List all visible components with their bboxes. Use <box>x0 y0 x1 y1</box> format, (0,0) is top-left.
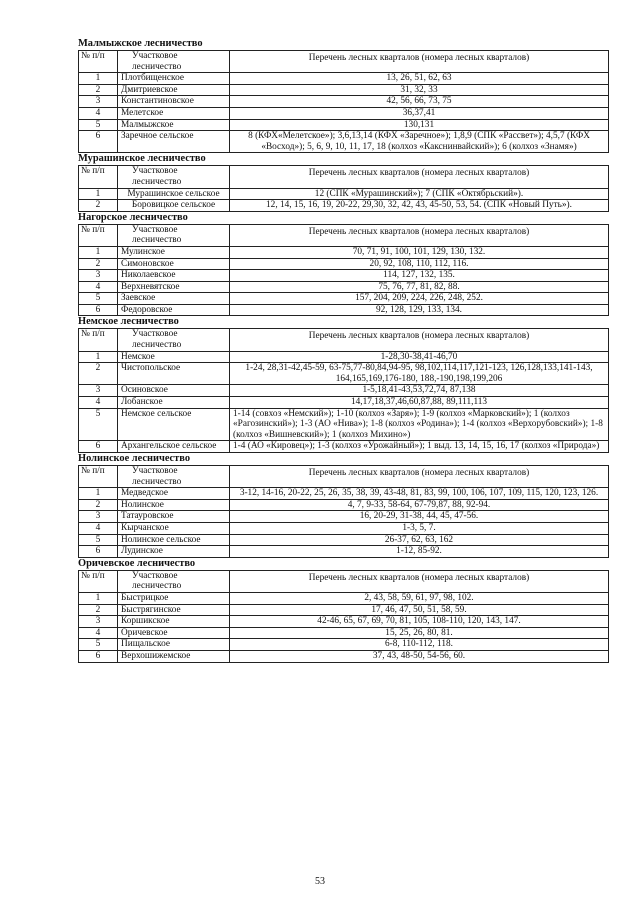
table-row <box>79 304 609 316</box>
row-number: 6 <box>79 441 118 453</box>
section-title: Мурашинское лесничество <box>78 153 206 165</box>
district-name: Оричевское <box>118 627 230 639</box>
district-name: Заречное сельское <box>118 131 230 153</box>
quarters-list: 1-4 (АО «Кировец»); 1-3 (колхоз «Урожайный»); 1 выд. 13, 14, 15, 16, 17 (колхоз «Природа») <box>230 441 609 453</box>
page-number: 53 <box>315 876 325 887</box>
header-district: Участковое лесничество <box>118 466 230 488</box>
section-title: Нолинское лесничество <box>78 453 191 464</box>
forest-quarters-table <box>78 570 609 663</box>
quarters-list: 14,17,18,37,46,60,87,88, 89,111,113 <box>230 397 609 409</box>
header-quarters: Перечень лесных кварталов (номера лесных кварталов) <box>230 570 609 592</box>
header-quarters: Перечень лесных кварталов (номера лесных кварталов) <box>230 466 609 488</box>
district-name: Мелетское <box>118 107 230 119</box>
district-name: Медведское <box>118 488 230 500</box>
table-row <box>79 616 609 628</box>
table-row <box>79 650 609 662</box>
table-row <box>79 351 609 363</box>
table-row <box>79 604 609 616</box>
table-row <box>79 131 609 153</box>
table-row <box>79 73 609 85</box>
row-number: 5 <box>79 293 118 305</box>
header-district: Участковое лесничество <box>118 51 230 73</box>
quarters-list: 16, 20-29, 31-38, 44, 45, 47-56. <box>230 511 609 523</box>
row-number: 2 <box>79 258 118 270</box>
forest-quarters-table <box>78 224 609 317</box>
row-number: 3 <box>79 96 118 108</box>
forest-quarters-table <box>78 465 609 558</box>
quarters-list: 31, 32, 33 <box>230 84 609 96</box>
table-row <box>79 385 609 397</box>
table-header-row <box>79 166 609 188</box>
quarters-list: 42-46, 65, 67, 69, 70, 81, 105, 108-110, 120, 143, 147. <box>230 616 609 628</box>
quarters-list: 4, 7, 9-33, 58-64, 67-79,87, 88, 92-94. <box>230 499 609 511</box>
district-name: Быстрицкое <box>118 592 230 604</box>
quarters-list: 1-24, 28,31-42,45-59, 63-75,77-80,84,94-95, 98,102,114,117,121-123, 126,128,133,141-143, 164,165,169,176-180, 188,-190,198,199,206 <box>230 363 609 385</box>
district-name: Пищальское <box>118 639 230 651</box>
table-row <box>79 522 609 534</box>
row-number: 2 <box>79 604 118 616</box>
table-row <box>79 188 609 200</box>
quarters-list: 70, 71, 91, 100, 101, 129, 130, 132. <box>230 246 609 258</box>
row-number: 1 <box>79 351 118 363</box>
row-number: 5 <box>79 639 118 651</box>
table-row <box>79 397 609 409</box>
district-name: Немское <box>118 351 230 363</box>
quarters-list: 8 (КФХ«Мелетское»); 3,6,13,14 (КФХ «Заречное»); 1,8,9 (СПК «Рассвет»); 4,5,7 (КФХ «Восход»); 5, 6, 9, 10, 11, 17, 18 (колхоз «Какснинвайский»); 6 (колхоз «Знамя») <box>230 131 609 153</box>
document-body <box>78 38 608 663</box>
table-row <box>79 441 609 453</box>
header-number: № п/п <box>79 570 118 592</box>
table-row <box>79 107 609 119</box>
section-title: Нагорское лесничество <box>78 211 188 223</box>
quarters-list: 26-37, 62, 63, 162 <box>230 534 609 546</box>
table-row <box>79 488 609 500</box>
table-row <box>79 546 609 558</box>
district-name: Быстрягинское <box>118 604 230 616</box>
table-header-row <box>79 329 609 351</box>
row-number: 1 <box>79 488 118 500</box>
row-number: 6 <box>79 131 118 153</box>
section-title: Малмыжское лесничество <box>78 38 203 49</box>
quarters-list: 12, 14, 15, 16, 19, 20-22, 29,30, 32, 42, 43, 45-50, 53, 54. (СПК «Новый Путь»). <box>230 200 609 212</box>
quarters-list: 36,37,41 <box>230 107 609 119</box>
district-name: Мурашинское сельское <box>118 188 230 200</box>
district-name: Немское сельское <box>118 408 230 441</box>
row-number: 4 <box>79 281 118 293</box>
quarters-list: 20, 92, 108, 110, 112, 116. <box>230 258 609 270</box>
header-district: Участковое лесничество <box>118 329 230 351</box>
row-number: 2 <box>79 363 118 385</box>
quarters-list: 1-3, 5, 7. <box>230 522 609 534</box>
district-name: Николаевское <box>118 270 230 282</box>
forest-quarters-table <box>78 50 609 153</box>
header-district: Участковое лесничество <box>118 166 230 188</box>
quarters-list: 6-8, 110-112, 118. <box>230 639 609 651</box>
table-row <box>79 293 609 305</box>
quarters-list: 17, 46, 47, 50, 51, 58, 59. <box>230 604 609 616</box>
section-title: Немское лесничество <box>78 316 179 328</box>
table-row <box>79 408 609 441</box>
table-row <box>79 627 609 639</box>
row-number: 6 <box>79 546 118 558</box>
header-quarters: Перечень лесных кварталов (номера лесных кварталов) <box>230 224 609 246</box>
header-number: № п/п <box>79 466 118 488</box>
row-number: 1 <box>79 592 118 604</box>
table-row <box>79 534 609 546</box>
district-name: Нолинское сельское <box>118 534 230 546</box>
row-number: 4 <box>79 107 118 119</box>
quarters-list: 3-12, 14-16, 20-22, 25, 26, 35, 38, 39, 43-48, 81, 83, 99, 100, 106, 107, 109, 115, 120, 123, 126. <box>230 488 609 500</box>
district-name: Заевское <box>118 293 230 305</box>
district-name: Малмыжское <box>118 119 230 131</box>
row-number: 3 <box>79 270 118 282</box>
header-number: № п/п <box>79 51 118 73</box>
header-quarters: Перечень лесных кварталов (номера лесных кварталов) <box>230 329 609 351</box>
table-row <box>79 84 609 96</box>
table-row <box>79 200 609 212</box>
table-row <box>79 281 609 293</box>
row-number: 1 <box>79 73 118 85</box>
header-number: № п/п <box>79 329 118 351</box>
quarters-list: 75, 76, 77, 81, 82, 88. <box>230 281 609 293</box>
row-number: 4 <box>79 397 118 409</box>
district-name: Лобанское <box>118 397 230 409</box>
table-row <box>79 246 609 258</box>
district-name: Кырчанское <box>118 522 230 534</box>
row-number: 3 <box>79 385 118 397</box>
quarters-list: 1-5,18,41-43,53,72,74, 87,138 <box>230 385 609 397</box>
table-row <box>79 119 609 131</box>
district-name: Константиновское <box>118 96 230 108</box>
header-quarters: Перечень лесных кварталов (номера лесных кварталов) <box>230 166 609 188</box>
row-number: 5 <box>79 119 118 131</box>
row-number: 6 <box>79 304 118 316</box>
forest-quarters-table <box>78 165 609 211</box>
district-name: Чистопольское <box>118 363 230 385</box>
row-number: 2 <box>79 499 118 511</box>
row-number: 5 <box>79 534 118 546</box>
table-row <box>79 499 609 511</box>
district-name: Мулинское <box>118 246 230 258</box>
forest-quarters-table <box>78 328 609 453</box>
row-number: 2 <box>79 200 118 212</box>
table-header-row <box>79 51 609 73</box>
district-name: Дмитриевское <box>118 84 230 96</box>
table-row <box>79 592 609 604</box>
district-name: Татауровское <box>118 511 230 523</box>
district-name: Коршикское <box>118 616 230 628</box>
quarters-list: 2, 43, 58, 59, 61, 97, 98, 102. <box>230 592 609 604</box>
section-title: Оричевское лесничество <box>78 557 196 569</box>
quarters-list: 37, 43, 48-50, 54-56, 60. <box>230 650 609 662</box>
district-name: Осиновское <box>118 385 230 397</box>
header-number: № п/п <box>79 166 118 188</box>
district-name: Федоровское <box>118 304 230 316</box>
table-row <box>79 258 609 270</box>
quarters-list: 157, 204, 209, 224, 226, 248, 252. <box>230 293 609 305</box>
district-name: Верхневятское <box>118 281 230 293</box>
row-number: 4 <box>79 627 118 639</box>
row-number: 1 <box>79 188 118 200</box>
quarters-list: 12 (СПК «Мурашинский»); 7 (СПК «Октябрьский»). <box>230 188 609 200</box>
row-number: 5 <box>79 408 118 441</box>
quarters-list: 1-28,30-38,41-46,70 <box>230 351 609 363</box>
row-number: 6 <box>79 650 118 662</box>
table-header-row <box>79 224 609 246</box>
table-row <box>79 511 609 523</box>
header-quarters: Перечень лесных кварталов (номера лесных кварталов) <box>230 51 609 73</box>
table-row <box>79 96 609 108</box>
row-number: 2 <box>79 84 118 96</box>
district-name: Боровицкое сельское <box>118 200 230 212</box>
quarters-list: 92, 128, 129, 133, 134. <box>230 304 609 316</box>
district-name: Верхошижемское <box>118 650 230 662</box>
row-number: 4 <box>79 522 118 534</box>
district-name: Архангельское сельское <box>118 441 230 453</box>
row-number: 1 <box>79 246 118 258</box>
table-row <box>79 363 609 385</box>
district-name: Нолинское <box>118 499 230 511</box>
table-header-row <box>79 466 609 488</box>
table-header-row <box>79 570 609 592</box>
district-name: Симоновское <box>118 258 230 270</box>
quarters-list: 1-12, 85-92. <box>230 546 609 558</box>
header-district: Участковое лесничество <box>118 570 230 592</box>
header-district: Участковое лесничество <box>118 224 230 246</box>
quarters-list: 42, 56, 66, 73, 75 <box>230 96 609 108</box>
row-number: 3 <box>79 616 118 628</box>
header-number: № п/п <box>79 224 118 246</box>
quarters-list: 13, 26, 51, 62, 63 <box>230 73 609 85</box>
quarters-list: 1-14 (совхоз «Немский»); 1-10 (колхоз «Заря»); 1-9 (колхоз «Марковский»); 1 (колхоз «Рагозинский»); 1-3 (АО «Нива»); 1-8 (колхоз «Родина»); 1-4 (колхоз «Верхорубовский»); 1-8 (колхоз «Вишневский»); 1 (колхоз Михино») <box>230 408 609 441</box>
quarters-list: 130,131 <box>230 119 609 131</box>
district-name: Плотбищенское <box>118 73 230 85</box>
quarters-list: 114, 127, 132, 135. <box>230 270 609 282</box>
table-row <box>79 270 609 282</box>
row-number: 3 <box>79 511 118 523</box>
table-row <box>79 639 609 651</box>
district-name: Лудинское <box>118 546 230 558</box>
quarters-list: 15, 25, 26, 80, 81. <box>230 627 609 639</box>
